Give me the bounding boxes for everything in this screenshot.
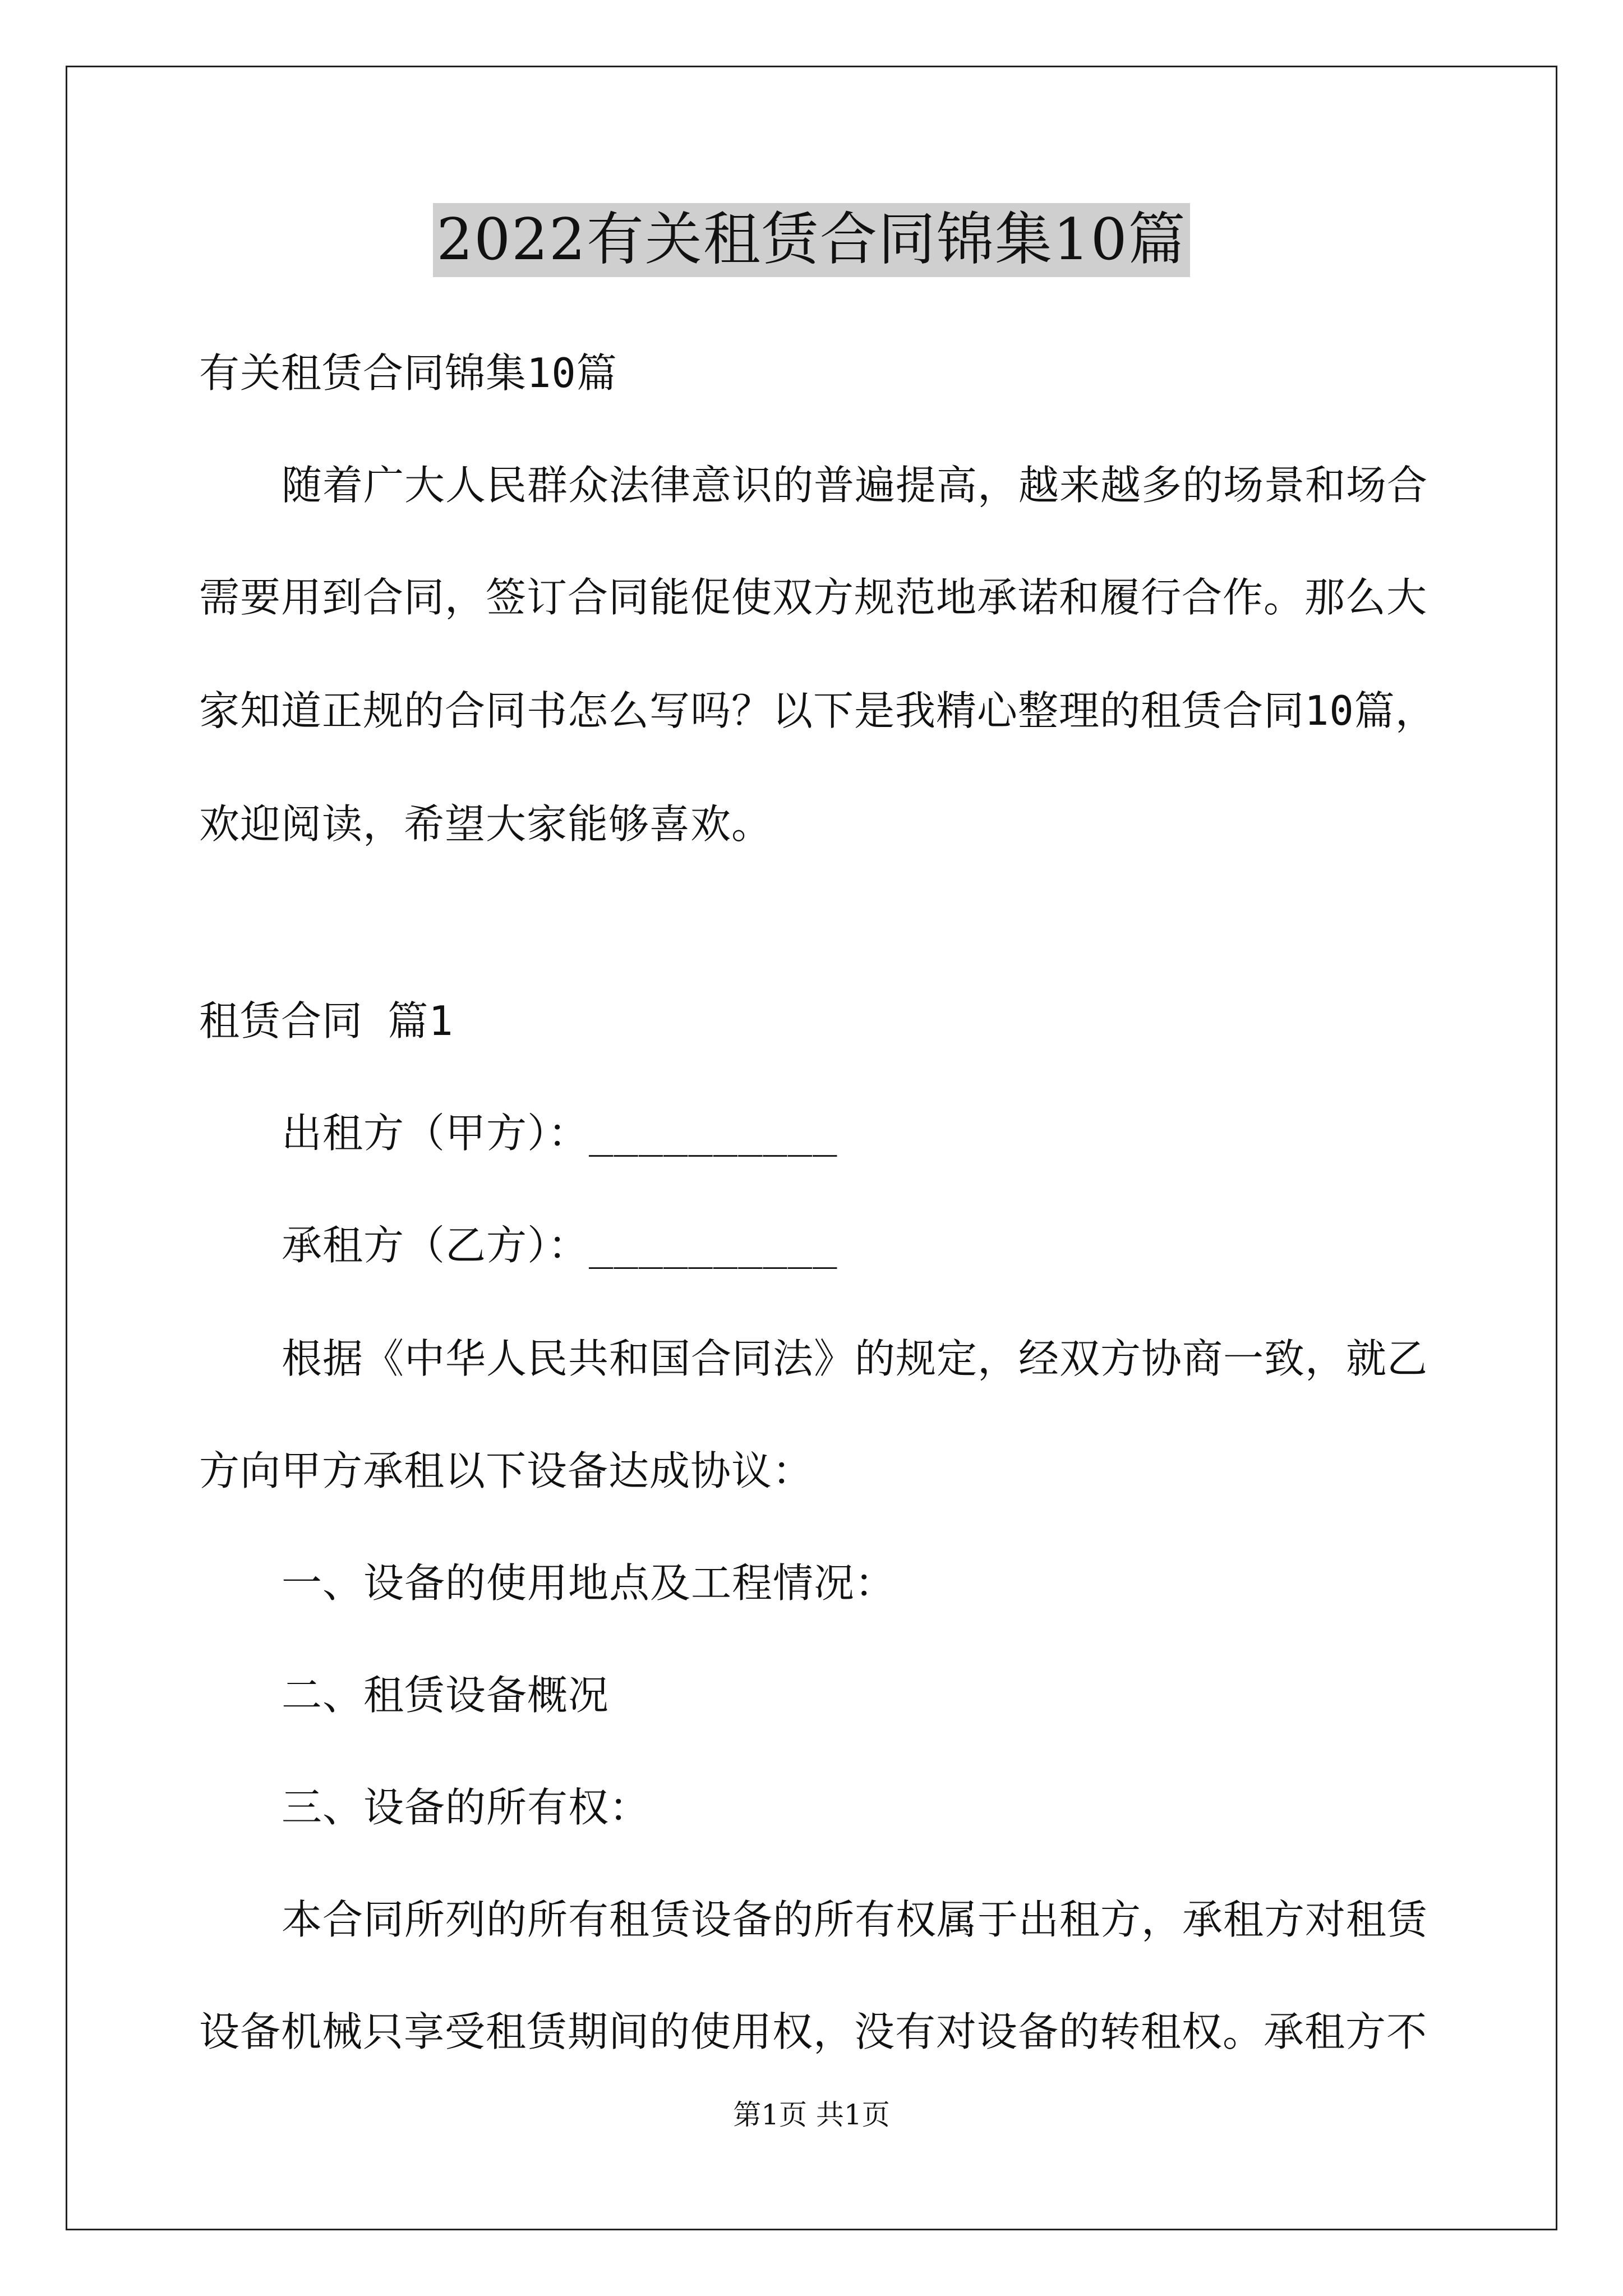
- intro-line-3: 家知道正规的合同书怎么写吗？以下是我精心整理的租赁合同10篇，: [199, 687, 1436, 734]
- intro-line-2: 需要用到合同，签订合同能促使双方规范地承诺和履行合作。那么大: [199, 574, 1428, 621]
- basis-line-2: 方向甲方承租以下设备达成协议：: [199, 1447, 814, 1494]
- document-title: 2022有关租赁合同锦集10篇: [433, 203, 1189, 277]
- clause-1: 一、设备的使用地点及工程情况：: [282, 1559, 896, 1607]
- intro-line-1: 随着广大人民群众法律意识的普遍提高，越来越多的场景和场合: [282, 462, 1428, 509]
- lessor-line: 出租方（甲方）：__________: [282, 1110, 838, 1157]
- clause-2: 二、租赁设备概况: [282, 1672, 610, 1719]
- basis-line-1: 根据《中华人民共和国合同法》的规定，经双方协商一致，就乙: [282, 1335, 1428, 1382]
- title-container: [0, 203, 1623, 277]
- clause-3: 三、设备的所有权：: [282, 1784, 651, 1831]
- page-footer: 第1页 共1页: [733, 2099, 890, 2131]
- document-subtitle: 有关租赁合同锦集10篇: [199, 349, 617, 397]
- section-heading: 租赁合同 篇1: [199, 997, 454, 1045]
- ownership-line-1: 本合同所列的所有租赁设备的所有权属于出租方，承租方对租赁: [282, 1896, 1428, 1943]
- lessee-line: 承租方（乙方）：__________: [282, 1222, 838, 1269]
- ownership-line-2: 设备机械只享受租赁期间的使用权，没有对设备的转租权。承租方不: [199, 2008, 1428, 2055]
- intro-line-4: 欢迎阅读，希望大家能够喜欢。: [199, 800, 773, 848]
